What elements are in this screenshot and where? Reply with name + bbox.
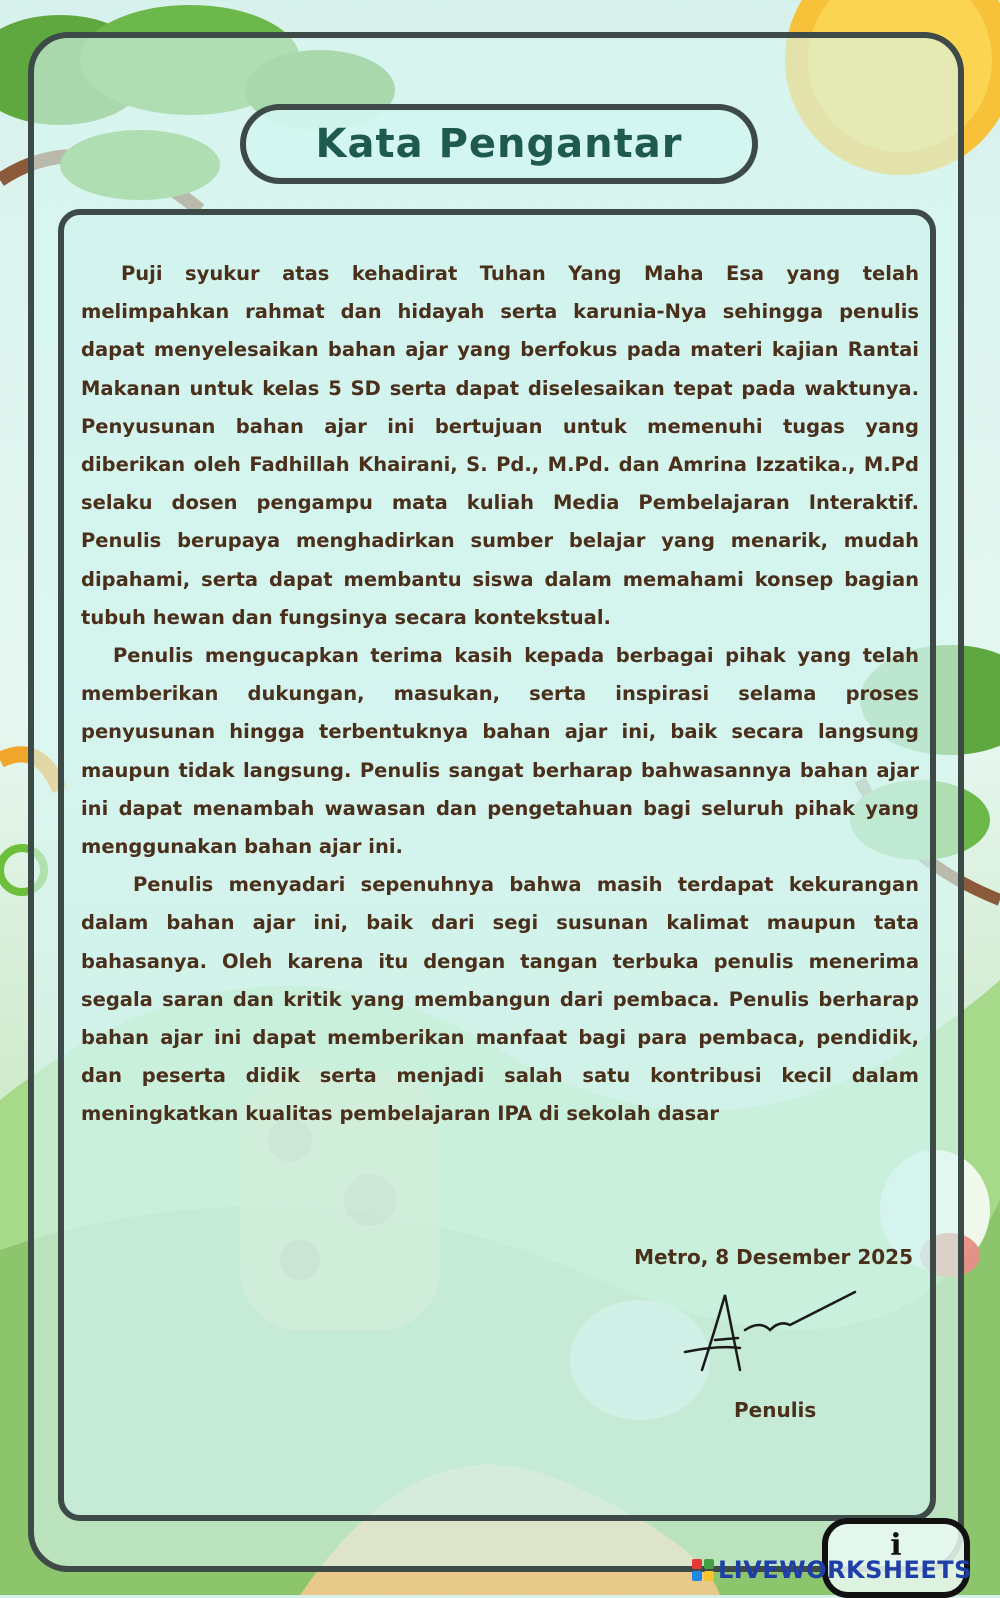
paragraph-2: Penulis mengucapkan terima kasih kepada berbagai pihak yang telah memberikan dukungan, masukan, serta inspirasi selama proses penyusunan hingga terbentuknya bahan ajar ini, baik secara langsung maupun tidak langsung. Penulis sangat berharap bahwasannya bahan ajar ini dapat menambah wawasan dan pengetahuan bagi seluruh pihak yang menggunakan bahan ajar ini. bbox=[81, 644, 919, 859]
logo-mark-icon bbox=[692, 1559, 714, 1581]
paragraph-3: Penulis menyadari sepenuhnya bahwa masih terdapat kekurangan dalam bahan ajar ini, baik dari segi susunan kalimat maupun tata bahasanya. Oleh karena itu dengan tangan terbuka penulis menerima segala saran dan kritik yang membangun dari pembaca. Penulis berharap bahan ajar ini dapat memberikan manfaat bagi para pembaca, pendidik, dan peserta didik serta menjadi salah satu kontribusi kecil dalam meningkatkan kualitas pembelajaran IPA di sekolah dasar bbox=[81, 873, 919, 1126]
signature-image bbox=[680, 1290, 860, 1380]
liveworksheets-logo bbox=[692, 1556, 972, 1584]
title-banner bbox=[240, 104, 758, 184]
info-icon: i bbox=[890, 1528, 902, 1563]
paragraph-1: Puji syukur atas kehadirat Tuhan Yang Maha Esa yang telah melimpahkan rahmat dan hidayah serta karunia-Nya sehingga penulis dapat menyelesaikan bahan ajar yang berfokus pada materi kajian Rantai Makanan untuk kelas 5 SD serta dapat diselesaikan tepat pada waktunya. Penyusunan bahan ajar ini bertujuan untuk memenuhi tugas yang diberikan oleh Fadhillah Khairani, S. Pd., M.Pd. dan Amrina Izzatika., M.Pd selaku dosen pengampu mata kuliah Media Pembelajaran Interaktif. Penulis berupaya menghadirkan sumber belajar yang menarik, mudah dipahami, serta dapat membantu siswa dalam memahami konsep bagian tubuh hewan dan fungsinya secara kontekstual. bbox=[81, 262, 919, 629]
signer-label: Penulis bbox=[734, 1398, 817, 1422]
logo-text: LIVEWORKSHEETS bbox=[718, 1556, 972, 1584]
page-title: Kata Pengantar bbox=[315, 121, 683, 167]
body-text bbox=[81, 255, 919, 1134]
place-date: Metro, 8 Desember 2025 bbox=[634, 1245, 913, 1269]
